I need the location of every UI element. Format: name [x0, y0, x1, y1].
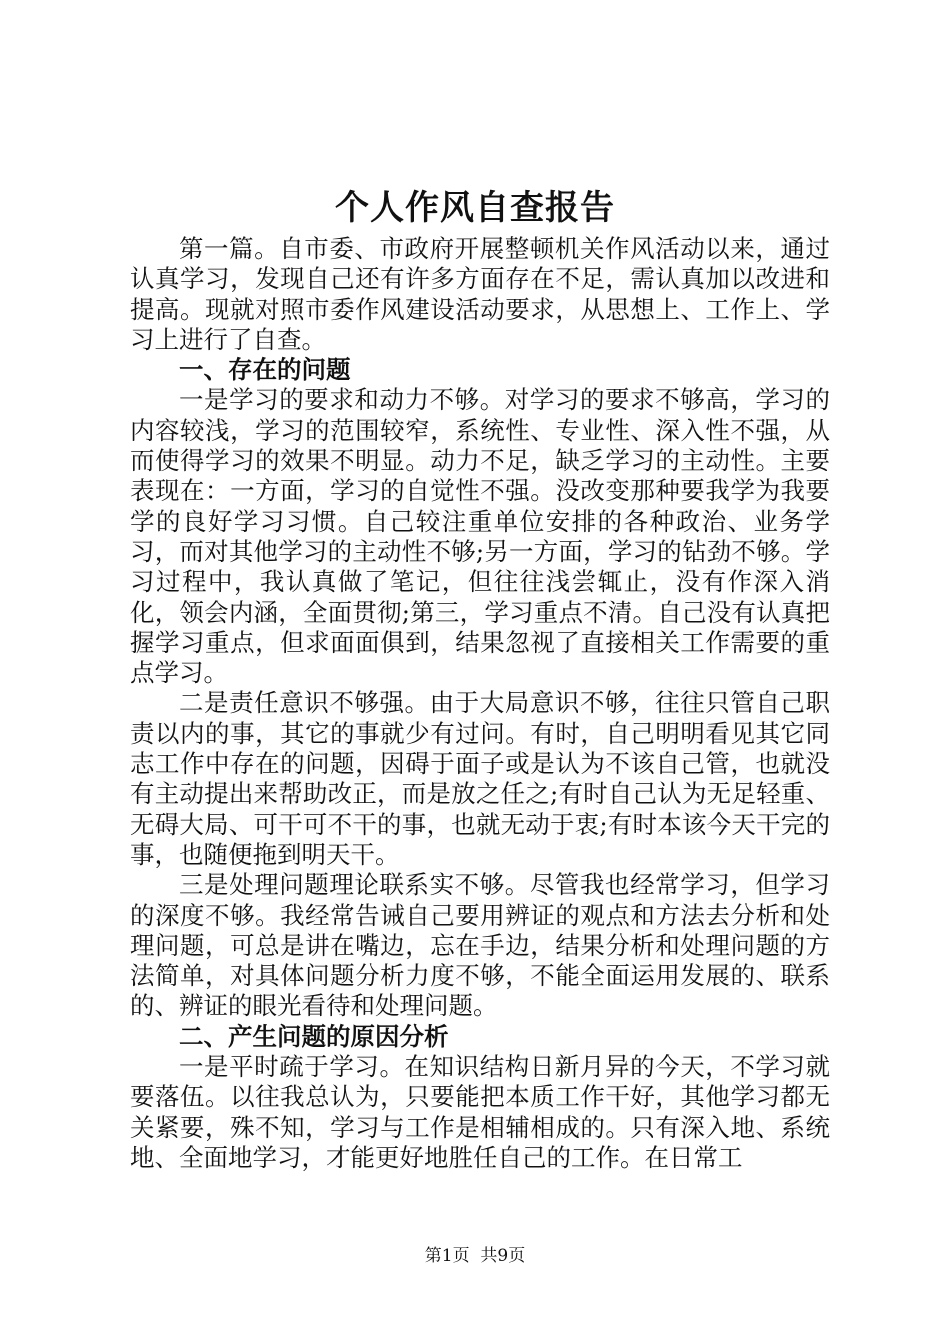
problem-paragraph-1: 一是学习的要求和动力不够。对学习的要求不够高，学习的内容较浅，学习的范围较窄，系统性、专业性、深入性不强，从而使得学习的效果不明显。动力不足，缺乏学习的主动性。主要表现在：一方面，学习的自觉性不强。没改变那种要我学为我要学的良好学习习惯。自己较注重单位安排的各种政治、业务学习，而对其他学习的主动性不够;另一方面，学习的钻劲不够。学习过程中，我认真做了笔记，但往往浅尝辄止，没有作深入消化，领会内涵，全面贯彻;第三，学习重点不清。自己没有认真把握学习重点，但求面面俱到，结果忽视了直接相关工作需要的重点学习。: [130, 385, 830, 688]
document-title: 个人作风自查报告: [335, 188, 615, 228]
page-total: 共9页: [480, 1246, 526, 1266]
section-heading-problems: 一、存在的问题: [179, 355, 351, 385]
problem-paragraph-2: 二是责任意识不够强。由于大局意识不够，往往只管自己职责以内的事，其它的事就少有过问。有时，自己明明看见其它同志工作中存在的问题，因碍于面子或是认为不该自己管，也就没有主动提出来帮助改正，而是放之任之;有时自己认为无足轻重、无碍大局、可干可不干的事，也就无动于衷;有时本该今天干完的事，也随便拖到明天干。: [130, 688, 830, 869]
section-heading-causes: 二、产生问题的原因分析: [179, 1021, 449, 1051]
page-number: 第1页: [424, 1246, 470, 1266]
problem-paragraph-3: 三是处理问题理论联系实不够。尽管我也经常学习，但学习的深度不够。我经常告诫自己要用辨证的观点和方法去分析和处理问题，可总是讲在嘴边，忘在手边，结果分析和处理问题的方法简单，对具体问题分析力度不够，不能全面运用发展的、联系的、辨证的眼光看待和处理问题。: [130, 870, 830, 1021]
document-body: [130, 234, 830, 1173]
page-footer: [0, 1244, 950, 1268]
cause-paragraph-1: 一是平时疏于学习。在知识结构日新月异的今天，不学习就要落伍。以往我总认为，只要能把本质工作干好，其他学习都无关紧要，殊不知，学习与工作是相辅相成的。只有深入地、系统地、全面地学习，才能更好地胜任自己的工作。在日常工: [130, 1052, 830, 1172]
intro-paragraph: 第一篇。自市委、市政府开展整顿机关作风活动以来，通过认真学习，发现自己还有许多方面存在不足，需认真加以改进和提高。现就对照市委作风建设活动要求，从思想上、工作上、学习上进行了自查。: [130, 234, 830, 354]
